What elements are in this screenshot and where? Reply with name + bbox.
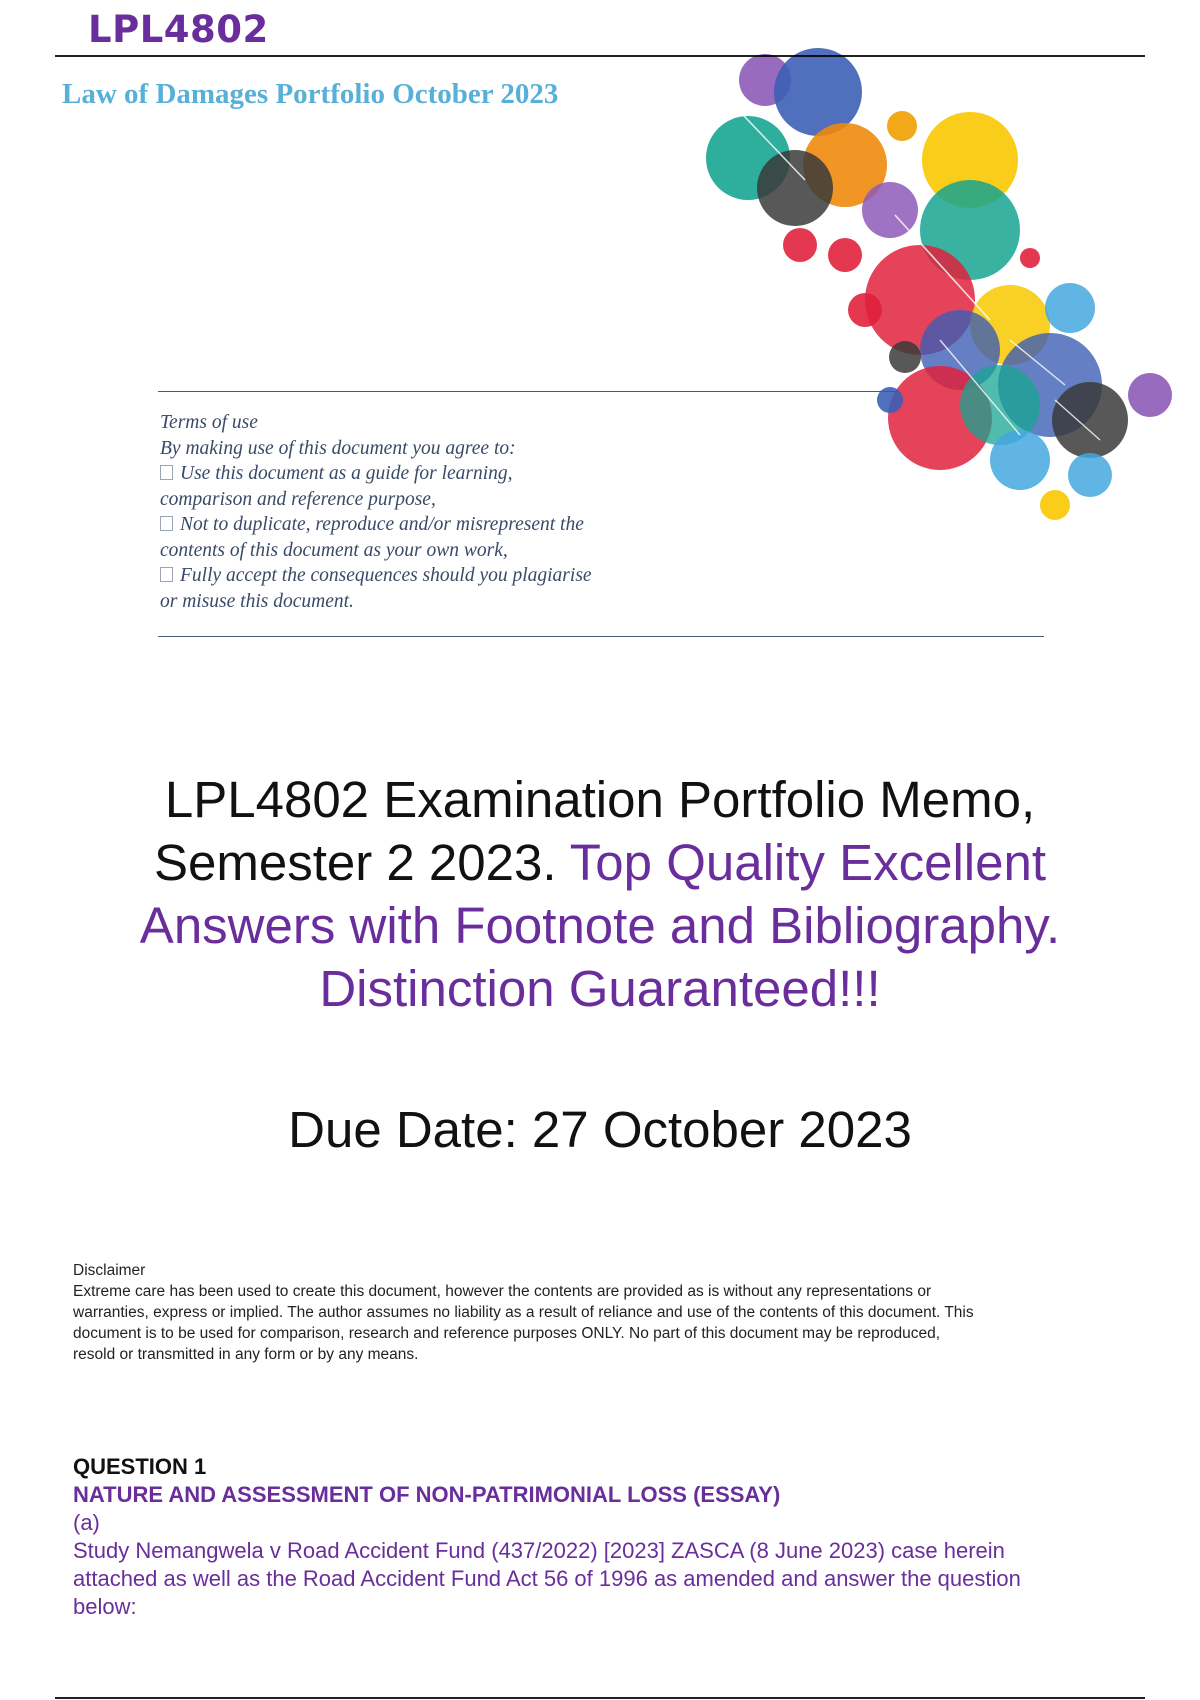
heading-line-1: LPL4802 Examination Portfolio Memo, xyxy=(164,771,1036,828)
disclaimer-line: warranties, express or implied. The author assumes no liability as a result of reliance and use of the contents of this document. This xyxy=(73,1304,974,1321)
course-code: LPL4802 xyxy=(88,8,269,51)
terms-line: Fully accept the consequences should you plagiarise xyxy=(160,563,720,589)
checkbox-bullet-icon xyxy=(160,567,173,582)
checkbox-bullet-icon xyxy=(160,465,173,480)
question-text-line: Study Nemangwela v Road Accident Fund (437/2022) [2023] ZASCA (8 June 2023) case herein xyxy=(73,1538,1005,1563)
main-heading xyxy=(60,768,1140,1020)
checkbox-bullet-icon xyxy=(160,516,173,531)
heading-line-4: Distinction Guaranteed!!! xyxy=(319,960,881,1017)
heading-line-3: Answers with Footnote and Bibliography. xyxy=(139,897,1061,954)
decorative-bubbles-graphic xyxy=(690,40,1190,540)
document-title: Law of Damages Portfolio October 2023 xyxy=(62,78,559,110)
question-title: QUESTION 1 xyxy=(73,1454,207,1479)
question-section xyxy=(73,1453,1143,1621)
question-text-line: below: xyxy=(73,1594,137,1619)
question-text-line: attached as well as the Road Accident Fund Act 56 of 1996 as amended and answer the question xyxy=(73,1566,1021,1591)
disclaimer xyxy=(73,1260,1133,1365)
terms-line: Use this document as a guide for learning, xyxy=(160,461,720,487)
disclaimer-line: document is to be used for comparison, research and reference purposes ONLY. No part of this document may be reproduced, xyxy=(73,1325,941,1342)
disclaimer-title: Disclaimer xyxy=(73,1262,146,1279)
terms-intro: By making use of this document you agree to: xyxy=(160,437,516,459)
disclaimer-line: resold or transmitted in any form or by any means. xyxy=(73,1346,419,1363)
terms-line: or misuse this document. xyxy=(160,590,354,612)
terms-line: comparison and reference purpose, xyxy=(160,488,436,510)
heading-line-2: Semester 2 2023. Top Quality Excellent xyxy=(153,834,1047,891)
footer-divider xyxy=(55,1697,1145,1699)
terms-of-use xyxy=(160,410,720,614)
due-date: Due Date: 27 October 2023 xyxy=(288,1101,912,1158)
question-text xyxy=(73,1537,1143,1621)
question-part-label: (a) xyxy=(73,1510,100,1535)
terms-divider-top xyxy=(158,391,898,392)
disclaimer-line: Extreme care has been used to create this document, however the contents are provided as is without any representations or xyxy=(73,1283,932,1300)
terms-line: contents of this document as your own work, xyxy=(160,539,508,561)
terms-divider-bottom xyxy=(158,636,1044,637)
terms-heading: Terms of use xyxy=(160,412,258,433)
terms-line: Not to duplicate, reproduce and/or misrepresent the xyxy=(160,512,720,538)
question-subtitle: NATURE AND ASSESSMENT OF NON-PATRIMONIAL LOSS (ESSAY) xyxy=(73,1482,781,1507)
